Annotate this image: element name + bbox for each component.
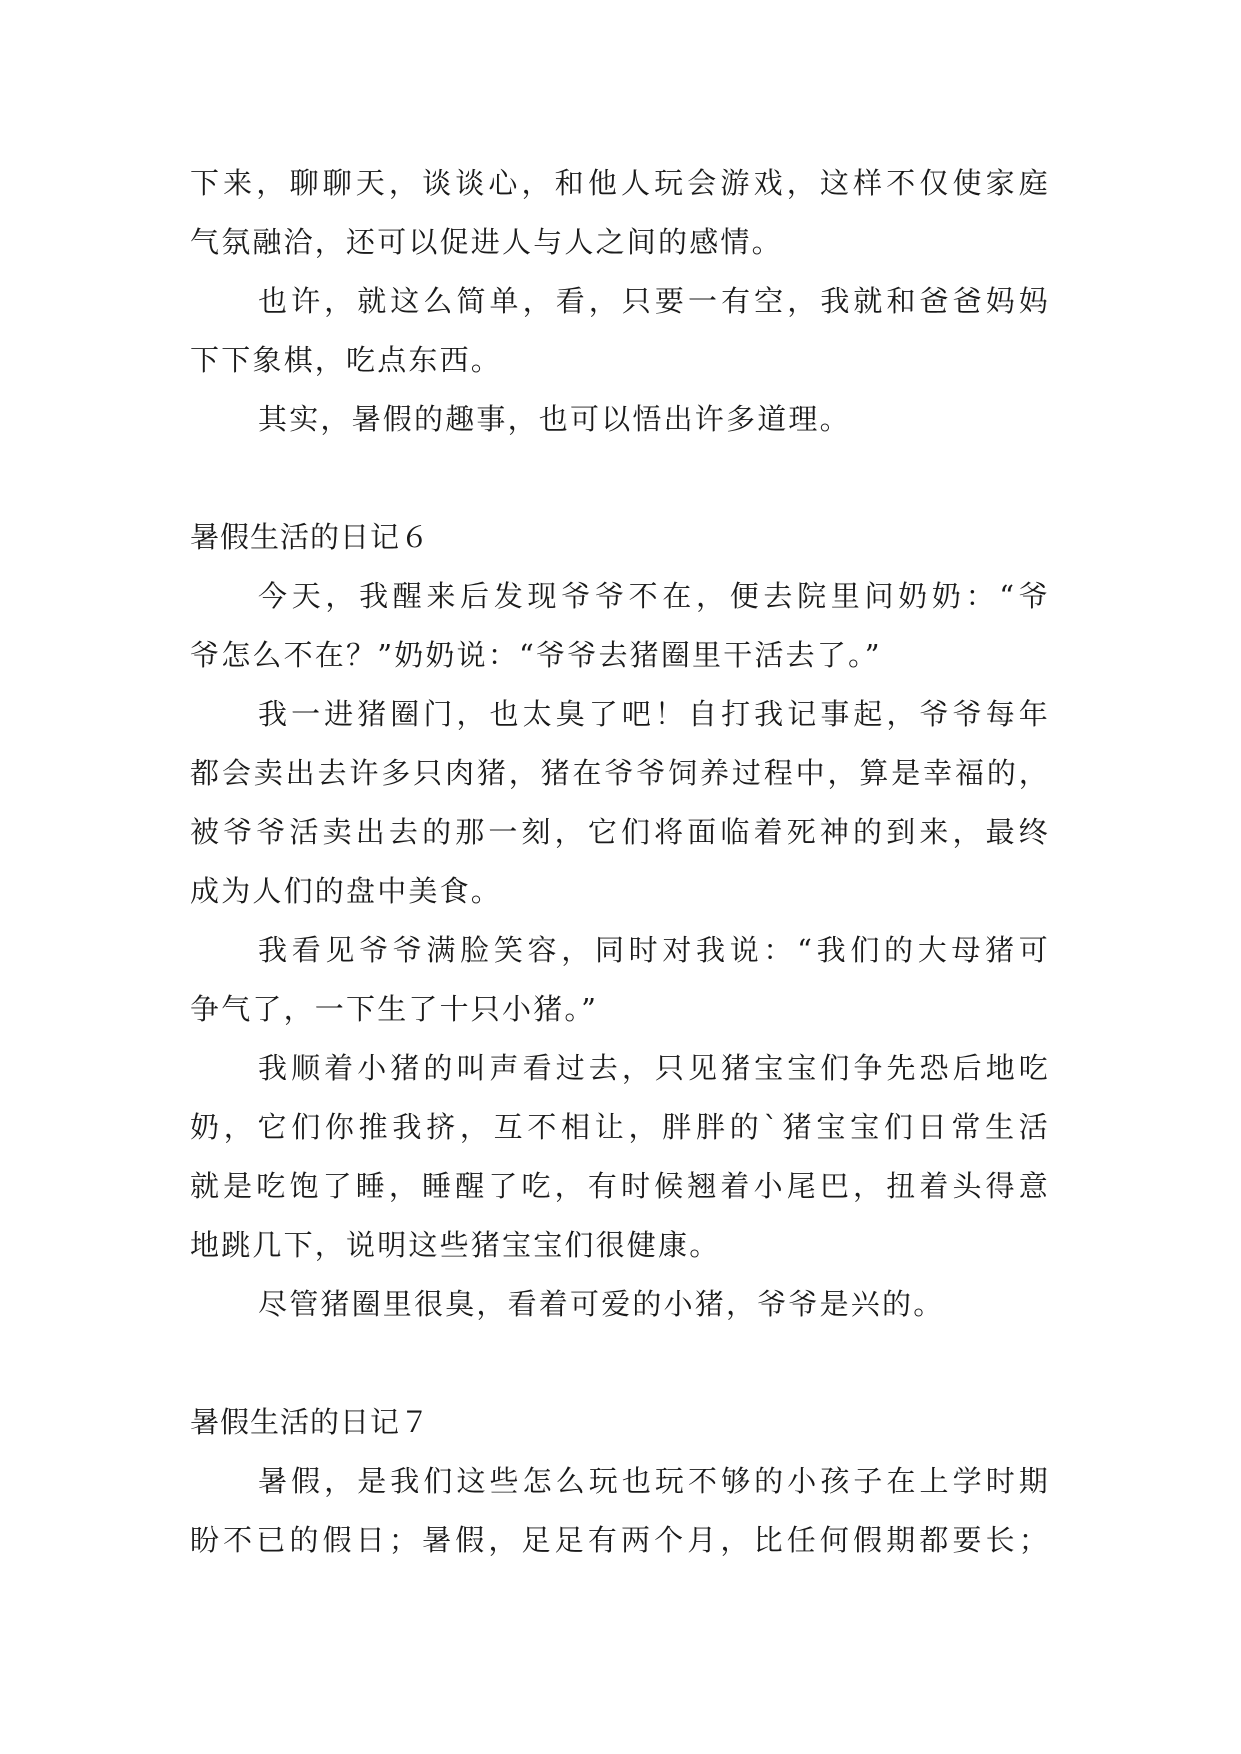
text-line: 下下象棋，吃点东西。 (190, 343, 503, 377)
text-line: 今天，我醒来后发现爷爷不在，便去院里问奶奶：“爷 (258, 579, 1050, 613)
text-line: 我一进猪圈门，也太臭了吧！自打我记事起，爷爷每年 (258, 697, 1050, 731)
body-paragraph (190, 1039, 1050, 1275)
text-line: 成为人们的盘中美食。 (190, 874, 503, 908)
text-line: 我看见爷爷满脸笑容，同时对我说：“我们的大母猪可 (258, 933, 1050, 967)
text-line: 也许，就这么简单，看，只要一有空，我就和爸爸妈妈 (258, 284, 1050, 318)
section-spacer (190, 449, 1050, 508)
body-paragraph (190, 154, 1050, 272)
section-heading: 暑假生活的日记６ (190, 520, 431, 554)
text-line: 我顺着小猪的叫声看过去，只见猪宝宝们争先恐后地吃 (258, 1051, 1050, 1085)
body-paragraph (190, 272, 1050, 390)
text-line: 气氛融洽，还可以促进人与人之间的感情。 (190, 225, 783, 259)
body-paragraph (190, 567, 1050, 685)
text-line: 盼不已的假日；暑假，足足有两个月，比任何假期都要长； (190, 1523, 1050, 1557)
text-line: 下来，聊聊天，谈谈心，和他人玩会游戏，这样不仅使家庭 (190, 166, 1050, 200)
text-line: 爷怎么不在？”奶奶说：“爷爷去猪圈里干活去了。” (190, 638, 882, 672)
text-line: 被爷爷活卖出去的那一刻，它们将面临着死神的到来，最终 (190, 815, 1050, 849)
text-line: 都会卖出去许多只肉猪，猪在爷爷饲养过程中，算是幸福的， (190, 756, 1050, 790)
body-paragraph (190, 1275, 1050, 1334)
text-line: 其实，暑假的趣事，也可以悟出许多道理。 (258, 402, 851, 436)
section-spacer (190, 1334, 1050, 1393)
text-line: 地跳几下，说明这些猪宝宝们很健康。 (190, 1228, 721, 1262)
text-line: 就是吃饱了睡，睡醒了吃，有时候翘着小尾巴，扭着头得意 (190, 1169, 1050, 1203)
text-line: 尽管猪圈里很臭，看着可爱的小猪，爷爷是兴的。 (258, 1287, 945, 1321)
text-line: 争气了，一下生了十只小猪。” (190, 992, 599, 1026)
section-heading: 暑假生活的日记７ (190, 1405, 431, 1439)
body-paragraph (190, 390, 1050, 449)
body-paragraph (190, 1452, 1050, 1570)
body-paragraph (190, 685, 1050, 921)
text-line: 奶，它们你推我挤，互不相让，胖胖的`猪宝宝们日常生活 (190, 1110, 1050, 1144)
body-paragraph (190, 921, 1050, 1039)
document-body (190, 154, 1050, 1570)
text-line: 暑假，是我们这些怎么玩也玩不够的小孩子在上学时期 (258, 1464, 1050, 1498)
